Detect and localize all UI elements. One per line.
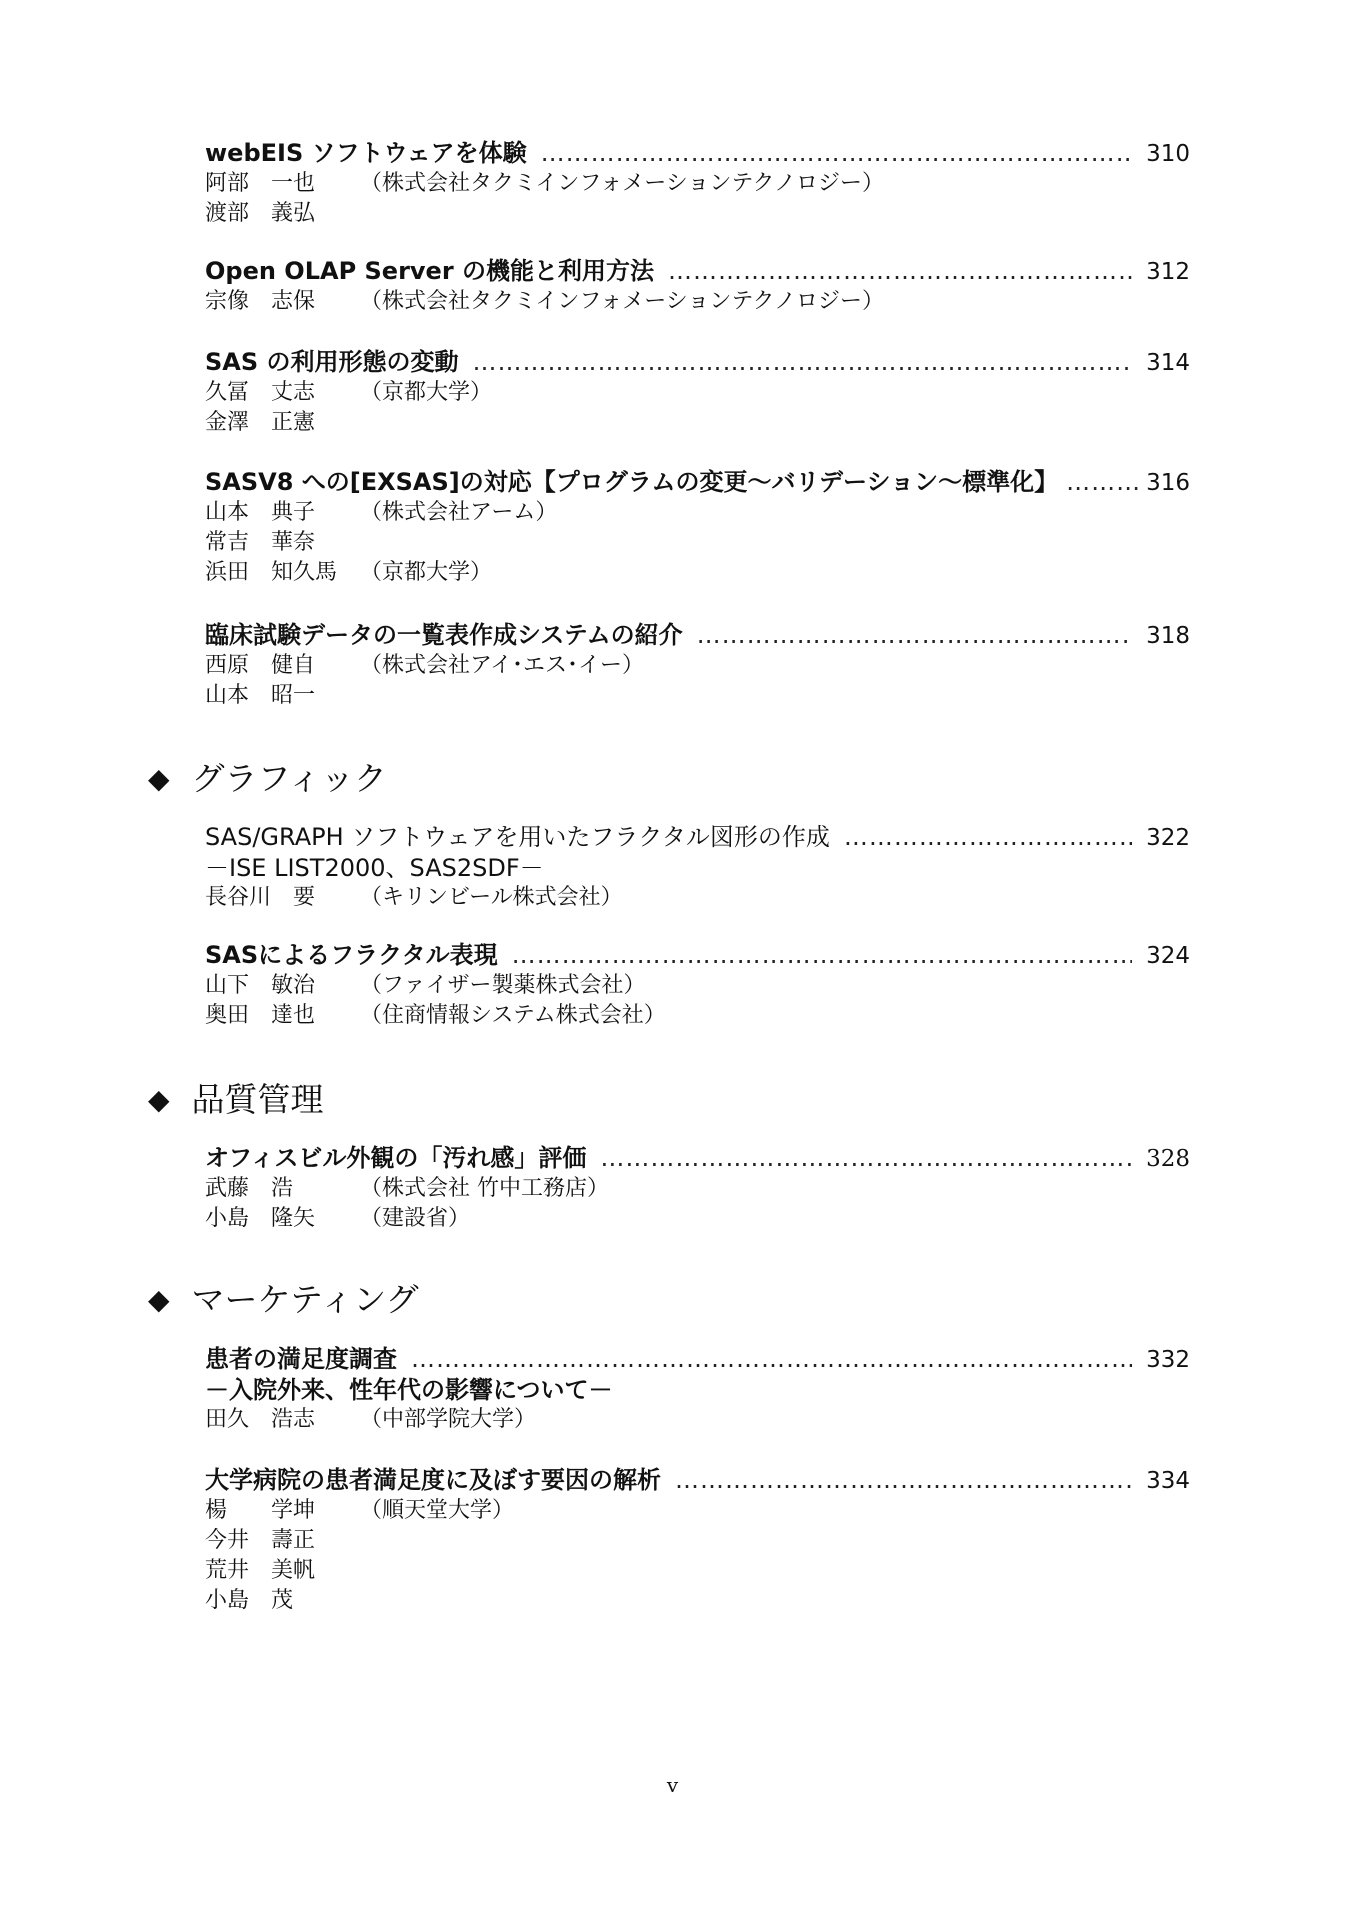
- author-affiliation: （キリンビール株式会社）: [360, 885, 623, 910]
- entry-page-number: 312: [1146, 259, 1190, 285]
- author-name: 西原 健自: [205, 653, 316, 678]
- author-name: 山本 昭一: [205, 683, 316, 708]
- diamond-bullet-icon: ◆: [148, 1083, 170, 1116]
- toc-entry: [205, 138, 1190, 229]
- entry-page-number: 324: [1146, 943, 1190, 969]
- author-affiliation: （株式会社アーム）: [360, 500, 558, 525]
- author-line: [205, 1001, 1190, 1031]
- author-line: [205, 1174, 1190, 1204]
- author-line: [205, 528, 1190, 558]
- entry-title-row: [205, 347, 1190, 378]
- entry-page-number: 314: [1146, 350, 1190, 376]
- entry-title-row: [205, 1465, 1190, 1496]
- entry-title-row: [205, 822, 1190, 853]
- entry-page-number: 334: [1146, 1468, 1190, 1494]
- author-line: [205, 169, 1190, 199]
- author-name: 久冨 丈志: [205, 380, 316, 405]
- entry-title-row: [205, 1143, 1190, 1174]
- entry-page-number: 332: [1146, 1347, 1190, 1373]
- author-affiliation: （建設省）: [360, 1206, 471, 1231]
- author-affiliation: （ファイザー製薬株式会社）: [360, 973, 646, 998]
- toc-entry: [205, 256, 1190, 317]
- toc-entry: [205, 467, 1190, 588]
- dot-leader: [411, 1344, 1132, 1374]
- author-line: [205, 287, 1190, 317]
- author-name: 浜田 知久馬: [205, 560, 338, 585]
- entry-title-row: [205, 256, 1190, 287]
- entry-title: 臨床試験データの一覧表作成システムの紹介: [205, 621, 683, 649]
- toc-entry: [205, 822, 1190, 913]
- dot-leader: [512, 940, 1132, 970]
- author-name: 田久 浩志: [205, 1407, 316, 1432]
- author-affiliation: （順天堂大学）: [360, 1498, 515, 1523]
- entry-title: SAS の利用形態の変動: [205, 348, 459, 376]
- section-heading-text: 品質管理: [191, 1080, 324, 1119]
- toc-entry: [205, 1344, 1190, 1435]
- author-name: 宗像 志保: [205, 289, 316, 314]
- author-name: 荒井 美帆: [205, 1558, 316, 1583]
- diamond-bullet-icon: ◆: [148, 1283, 170, 1316]
- diamond-bullet-icon: ◆: [148, 762, 170, 795]
- author-affiliation: （住商情報システム株式会社）: [360, 1003, 666, 1028]
- entry-title: SASによるフラクタル表現: [205, 941, 498, 969]
- dot-leader: [600, 1143, 1132, 1173]
- entry-title: Open OLAP Server の機能と利用方法: [205, 257, 655, 285]
- dot-leader: [473, 347, 1133, 377]
- dot-leader: [1066, 467, 1138, 497]
- section-heading-quality: [148, 1080, 324, 1120]
- section-heading-graphics: [148, 759, 387, 799]
- author-name: 小島 茂: [205, 1588, 294, 1613]
- entry-title-row: [205, 620, 1190, 651]
- author-name: 山本 典子: [205, 500, 316, 525]
- entry-subtitle: －入院外来、性年代の影響について－: [205, 1376, 613, 1404]
- author-affiliation: （株式会社アイ･エス･イー）: [360, 653, 645, 678]
- author-affiliation: （京都大学）: [360, 560, 493, 585]
- entry-subtitle: －ISE LIST2000、SAS2SDF－: [205, 854, 544, 882]
- dot-leader: [675, 1465, 1132, 1495]
- author-affiliation: （株式会社 竹中工務店）: [360, 1176, 609, 1201]
- author-line: [205, 498, 1190, 528]
- entry-page-number: 316: [1146, 470, 1190, 496]
- section-heading-text: グラフィック: [191, 759, 387, 798]
- entry-title: 大学病院の患者満足度に及ぼす要因の解析: [205, 1466, 661, 1494]
- dot-leader: [697, 620, 1132, 650]
- toc-entry: [205, 347, 1190, 438]
- author-line: [205, 971, 1190, 1001]
- entry-page-number: 318: [1146, 623, 1190, 649]
- author-line: [205, 883, 1190, 913]
- entry-title: webEIS ソフトウェアを体験: [205, 139, 527, 167]
- entry-title: オフィスビル外観の「汚れ感」評価: [205, 1144, 587, 1172]
- entry-title-row: [205, 1344, 1190, 1375]
- author-affiliation: （株式会社タクミインフォメーションテクノロジー）: [360, 171, 885, 196]
- entry-title: 患者の満足度調査: [205, 1345, 397, 1373]
- author-line: [205, 378, 1190, 408]
- author-line: [205, 681, 1190, 711]
- dot-leader: [541, 138, 1132, 168]
- entry-title-row: [205, 940, 1190, 971]
- section-heading-text: マーケティング: [191, 1280, 419, 1319]
- author-line: [205, 199, 1190, 229]
- author-line: [205, 651, 1190, 681]
- author-name: 常吉 華奈: [205, 530, 316, 555]
- author-line: [205, 408, 1190, 438]
- author-line: [205, 1204, 1190, 1234]
- toc-entry: [205, 620, 1190, 711]
- author-name: 長谷川 要: [205, 885, 316, 910]
- toc-entry: [205, 1465, 1190, 1616]
- entry-page-number: 310: [1146, 141, 1190, 167]
- section-heading-marketing: [148, 1280, 419, 1320]
- author-name: 今井 壽正: [205, 1528, 316, 1553]
- entry-title: SASV8 への[EXSAS]の対応【プログラムの変更～バリデーション～標準化】: [205, 468, 1059, 496]
- author-line: [205, 1526, 1190, 1556]
- author-line: [205, 558, 1190, 588]
- dot-leader: [844, 822, 1132, 852]
- author-name: 奥田 達也: [205, 1003, 316, 1028]
- author-affiliation: （株式会社タクミインフォメーションテクノロジー）: [360, 289, 885, 314]
- author-affiliation: （京都大学）: [360, 380, 493, 405]
- entry-title: SAS/GRAPH ソフトウェアを用いたフラクタル図形の作成: [205, 823, 830, 851]
- author-name: 楊 学坤: [205, 1498, 316, 1523]
- author-line: [205, 1496, 1190, 1526]
- entry-title-row: [205, 467, 1190, 498]
- author-name: 山下 敏治: [205, 973, 316, 998]
- author-name: 阿部 一也: [205, 171, 316, 196]
- author-name: 小島 隆矢: [205, 1206, 316, 1231]
- author-line: [205, 1405, 1190, 1435]
- entry-page-number: 322: [1146, 825, 1190, 851]
- entry-page-number: 328: [1146, 1146, 1190, 1172]
- author-name: 渡部 義弘: [205, 201, 316, 226]
- page-folio: v: [666, 1773, 679, 1797]
- author-line: [205, 1586, 1190, 1616]
- author-name: 武藤 浩: [205, 1176, 294, 1201]
- toc-entry: [205, 940, 1190, 1031]
- entry-title-row: [205, 138, 1190, 169]
- author-name: 金澤 正憲: [205, 410, 316, 435]
- dot-leader: [668, 256, 1132, 286]
- toc-entry: [205, 1143, 1190, 1234]
- author-line: [205, 1556, 1190, 1586]
- author-affiliation: （中部学院大学）: [360, 1407, 537, 1432]
